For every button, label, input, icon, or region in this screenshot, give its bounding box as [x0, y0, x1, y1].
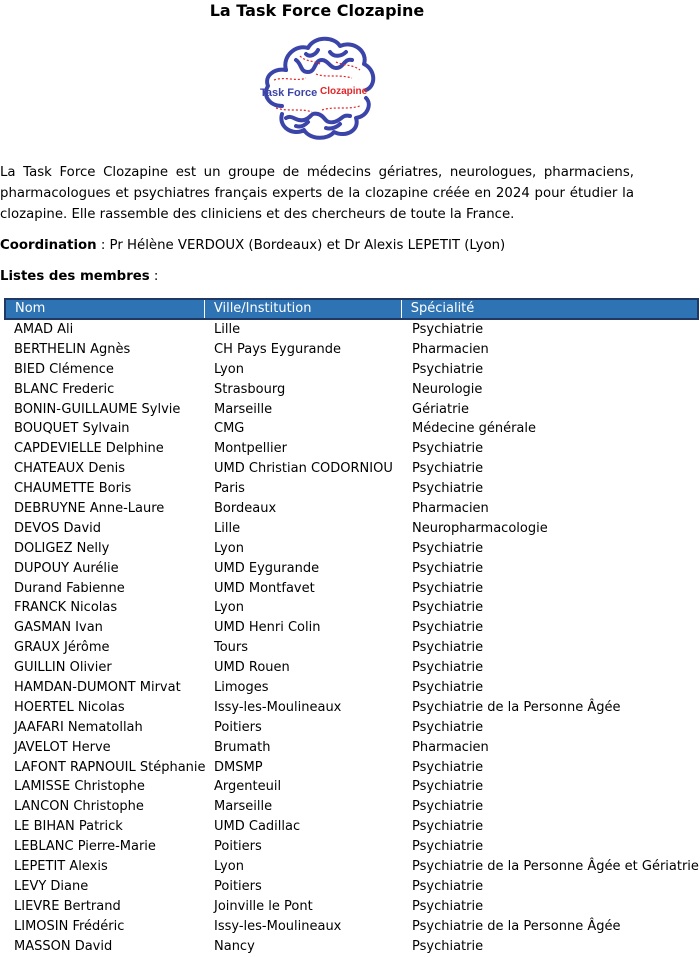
- cell-ville: Paris: [214, 481, 245, 497]
- table-row: [4, 519, 699, 539]
- cell-ville: CH Pays Eygurande: [214, 341, 342, 357]
- cell-nom: BLANC Frederic: [14, 381, 115, 397]
- cell-ville: Tours: [214, 640, 249, 656]
- table-row: [4, 638, 699, 658]
- cell-nom: LIMOSIN Frédéric: [14, 918, 125, 934]
- table-row: [4, 698, 699, 718]
- cell-ville: Issy-les-Moulineaux: [214, 699, 342, 715]
- table-row: [4, 579, 699, 599]
- table-row: [4, 758, 699, 778]
- cell-specialite: Psychiatrie: [412, 361, 484, 377]
- cell-nom: GRAUX Jérôme: [14, 640, 110, 656]
- logo-text-clozapine: Clozapine: [320, 86, 368, 97]
- table-row: [4, 658, 699, 678]
- cell-specialite: Psychiatrie: [412, 759, 484, 775]
- cell-specialite: Psychiatrie: [412, 640, 484, 656]
- cell-ville: CMG: [214, 421, 245, 437]
- cell-nom: LE BIHAN Patrick: [14, 819, 123, 835]
- cell-nom: HAMDAN-DUMONT Mirvat: [14, 680, 181, 696]
- cell-specialite: Pharmacien: [412, 739, 489, 755]
- cell-specialite: Psychiatrie: [412, 898, 484, 914]
- cell-specialite: Psychiatrie: [412, 719, 484, 735]
- cell-specialite: Psychiatrie: [412, 580, 484, 596]
- members-label-suffix: :: [149, 269, 159, 284]
- cell-specialite: Psychiatrie: [412, 461, 484, 477]
- cell-ville: Joinville le Pont: [214, 898, 313, 914]
- table-row: [4, 718, 699, 738]
- cell-nom: CHATEAUX Denis: [14, 461, 125, 477]
- cell-nom: CAPDEVIELLE Delphine: [14, 441, 164, 457]
- cell-ville: Poitiers: [214, 878, 262, 894]
- table-row: [4, 459, 699, 479]
- cell-nom: GASMAN Ivan: [14, 620, 103, 636]
- cell-nom: HOERTEL Nicolas: [14, 699, 125, 715]
- cell-specialite: Psychiatrie: [412, 680, 484, 696]
- table-row: [4, 777, 699, 797]
- cell-nom: LAFONT RAPNOUIL Stéphanie: [14, 759, 206, 775]
- table-row: [4, 678, 699, 698]
- table-row: [4, 598, 699, 618]
- table-row: [4, 499, 699, 519]
- table-row: [4, 340, 699, 360]
- table-row: [4, 320, 699, 340]
- table-row: [4, 897, 699, 917]
- cell-ville: Nancy: [214, 938, 255, 954]
- cell-specialite: Psychiatrie: [412, 938, 484, 954]
- cell-nom: LIEVRE Bertrand: [14, 898, 121, 914]
- cell-nom: LEVY Diane: [14, 878, 89, 894]
- cell-nom: BERTHELIN Agnès: [14, 341, 131, 357]
- table-body: [4, 320, 699, 957]
- table-row: [4, 380, 699, 400]
- cell-nom: DEVOS David: [14, 520, 102, 536]
- cell-ville: Lyon: [214, 540, 244, 556]
- cell-specialite: Psychiatrie: [412, 560, 484, 576]
- cell-specialite: Psychiatrie de la Personne Âgée: [412, 699, 621, 715]
- coordination-label: Coordination: [0, 238, 97, 253]
- cell-specialite: Psychiatrie: [412, 779, 484, 795]
- cell-specialite: Médecine générale: [412, 421, 537, 437]
- cell-ville: Lyon: [214, 859, 244, 875]
- cell-nom: AMAD Ali: [14, 322, 74, 337]
- cell-nom: DEBRUYNE Anne-Laure: [14, 501, 165, 517]
- cell-specialite: Psychiatrie de la Personne Âgée: [412, 918, 621, 934]
- cell-specialite: Psychiatrie: [412, 839, 484, 855]
- cell-ville: Bordeaux: [214, 501, 277, 517]
- cell-ville: Marseille: [214, 401, 273, 417]
- table-row: [4, 618, 699, 638]
- table-row: [4, 400, 699, 420]
- cell-nom: MASSON David: [14, 938, 113, 954]
- table-row: [4, 917, 699, 937]
- cell-specialite: Psychiatrie: [412, 441, 484, 457]
- cell-nom: LEPETIT Alexis: [14, 859, 108, 875]
- table-row: [4, 817, 699, 837]
- members-table: [4, 298, 699, 957]
- cell-ville: Argenteuil: [214, 779, 282, 795]
- cell-ville: UMD Christian CODORNIOU: [214, 461, 393, 477]
- cell-ville: UMD Rouen: [214, 660, 290, 676]
- table-row: [4, 857, 699, 877]
- cell-nom: JAAFARI Nematollah: [14, 719, 143, 735]
- cell-specialite: Psychiatrie: [412, 620, 484, 636]
- cell-ville: Montpellier: [214, 441, 287, 457]
- cell-nom: DUPOUY Aurélie: [14, 560, 119, 576]
- cell-specialite: Psychiatrie de la Personne Âgée et Gériatrie: [412, 859, 699, 875]
- cell-specialite: Psychiatrie: [412, 799, 484, 815]
- members-heading: [0, 266, 158, 287]
- cell-nom: BONIN-GUILLAUME Sylvie: [14, 401, 181, 417]
- cell-specialite: Psychiatrie: [412, 660, 484, 676]
- cell-ville: Marseille: [214, 799, 273, 815]
- cell-specialite: Psychiatrie: [412, 819, 484, 835]
- cell-ville: Lille: [214, 520, 241, 536]
- table-row: [4, 877, 699, 897]
- coordination-text: : Pr Hélène VERDOUX (Bordeaux) et Dr Alexis LEPETIT (Lyon): [96, 238, 506, 253]
- cell-nom: DOLIGEZ Nelly: [14, 540, 110, 556]
- header-ville: Ville/Institution: [205, 300, 402, 318]
- cell-ville: Issy-les-Moulineaux: [214, 918, 342, 934]
- page-title: La Task Force Clozapine: [209, 1, 425, 20]
- cell-specialite: Neuropharmacologie: [412, 520, 548, 536]
- intro-paragraph: La Task Force Clozapine est un groupe de médecins gériatres, neurologues, pharmaciens, pharmacologues et psychiatres français experts de la clozapine créée en 2024 pour étudier la clozapine. Elle rassemble des cliniciens et des chercheurs de toute la France.: [0, 165, 634, 222]
- header-specialite: Spécialité: [410, 301, 475, 316]
- members-label: Listes des membres: [0, 269, 150, 284]
- cell-ville: Lyon: [214, 600, 244, 616]
- header-nom: Nom: [6, 300, 205, 318]
- cell-specialite: Neurologie: [412, 381, 483, 397]
- table-row: [4, 539, 699, 559]
- cell-nom: FRANCK Nicolas: [14, 600, 118, 616]
- brain-logo: [256, 30, 380, 142]
- cell-specialite: Psychiatrie: [412, 540, 484, 556]
- cell-ville: Poitiers: [214, 839, 262, 855]
- cell-ville: UMD Eygurande: [214, 560, 320, 576]
- cell-nom: BOUQUET Sylvain: [14, 421, 130, 437]
- cell-ville: Strasbourg: [214, 381, 286, 397]
- cell-ville: Poitiers: [214, 719, 262, 735]
- cell-nom: Durand Fabienne: [14, 580, 125, 596]
- cell-specialite: Psychiatrie: [412, 481, 484, 497]
- cell-ville: UMD Montfavet: [214, 580, 315, 596]
- table-row: [4, 439, 699, 459]
- cell-specialite: Psychiatrie: [412, 322, 484, 337]
- cell-nom: LEBLANC Pierre-Marie: [14, 839, 156, 855]
- cell-nom: JAVELOT Herve: [14, 739, 111, 755]
- cell-nom: CHAUMETTE Boris: [14, 481, 132, 497]
- coordination-line: [0, 235, 505, 256]
- table-row: [4, 360, 699, 380]
- cell-ville: Limoges: [214, 680, 269, 696]
- table-header: [4, 298, 699, 320]
- cell-nom: LAMISSE Christophe: [14, 779, 145, 795]
- table-row: [4, 559, 699, 579]
- cell-ville: Brumath: [214, 739, 271, 755]
- table-row: [4, 479, 699, 499]
- cell-nom: BIED Clémence: [14, 361, 114, 377]
- cell-ville: DMSMP: [214, 759, 263, 775]
- table-row: [4, 738, 699, 758]
- logo-text-task-force: Task Force: [260, 87, 318, 99]
- cell-ville: UMD Cadillac: [214, 819, 301, 835]
- cell-nom: GUILLIN Olivier: [14, 660, 112, 676]
- cell-ville: UMD Henri Colin: [214, 620, 321, 636]
- cell-nom: LANCON Christophe: [14, 799, 144, 815]
- cell-specialite: Pharmacien: [412, 501, 489, 517]
- table-row: [4, 419, 699, 439]
- cell-ville: Lyon: [214, 361, 244, 377]
- table-row: [4, 837, 699, 857]
- cell-specialite: Pharmacien: [412, 341, 489, 357]
- cell-specialite: Psychiatrie: [412, 878, 484, 894]
- table-row: [4, 937, 699, 957]
- cell-ville: Lille: [214, 322, 241, 337]
- cell-specialite: Gériatrie: [412, 401, 470, 417]
- table-row: [4, 797, 699, 817]
- cell-specialite: Psychiatrie: [412, 600, 484, 616]
